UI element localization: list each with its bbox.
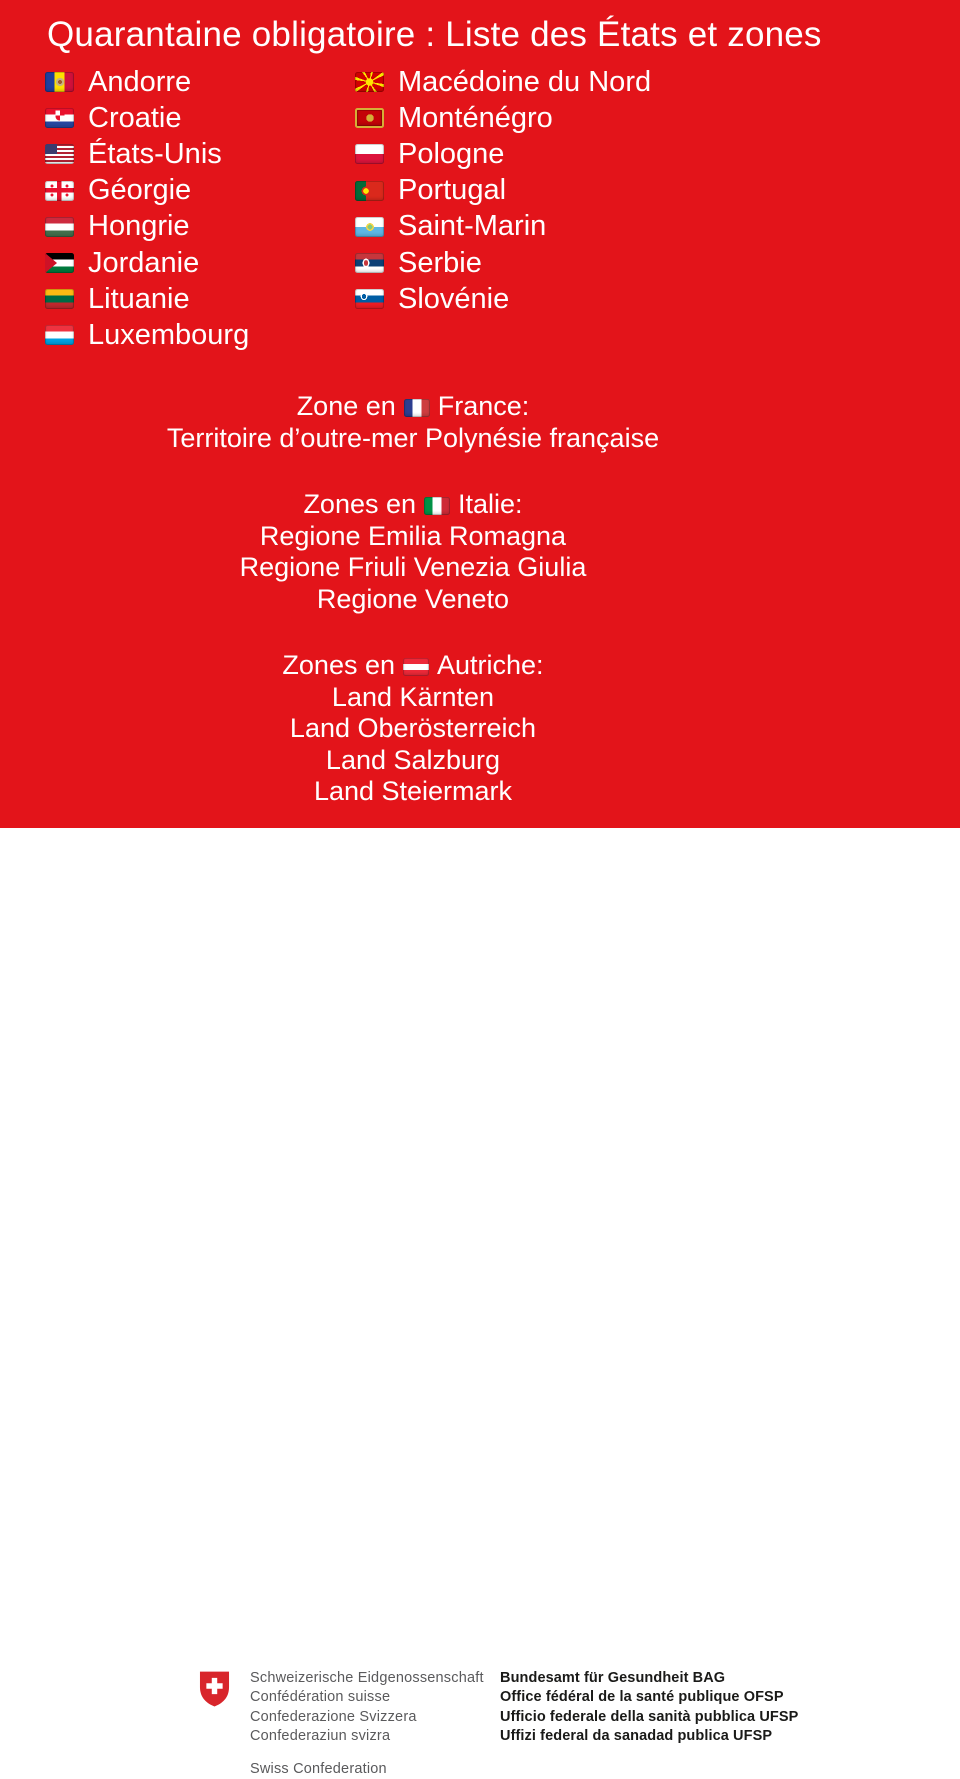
zone-area-line: Regione Veneto <box>316 583 510 614</box>
country-label: États-Unis <box>88 137 222 170</box>
zone-heading-country: Italie: <box>458 489 523 519</box>
swiss-confederation-label: Swiss Confederation <box>250 1760 387 1777</box>
country-label: Hongrie <box>88 210 190 243</box>
confederation-line-rm: Confederaziun svizra <box>250 1728 391 1745</box>
office-line-rm: Uffizi federal da sanadad publica UFSP <box>500 1728 773 1745</box>
country-label: Serbie <box>398 246 482 279</box>
country-row <box>355 173 651 209</box>
flag-north-macedonia-icon <box>355 72 384 92</box>
flag-austria-icon <box>403 658 429 676</box>
flag-hungary-icon <box>45 217 74 237</box>
flag-portugal-icon <box>355 181 384 201</box>
confederation-text <box>250 1669 484 1779</box>
zone-block <box>0 650 826 808</box>
country-row <box>45 317 249 353</box>
confederation-line-de: Schweizerische Eidgenossenschaft <box>250 1670 484 1686</box>
zones-block <box>0 391 826 843</box>
country-row <box>355 100 651 136</box>
flag-san-marino-icon <box>355 217 384 237</box>
zone-area-line: Regione Friuli Venezia Giulia <box>239 552 587 582</box>
country-row <box>355 209 651 245</box>
zone-heading-country: France: <box>437 391 530 421</box>
flag-croatia-icon <box>45 108 74 128</box>
swiss-coat-of-arms-icon <box>199 1670 230 1708</box>
office-line-it: Ufficio federale della sanità pubblica UFSP <box>500 1708 799 1725</box>
page-title: Quarantaine obligatoire : Liste des États et zones <box>47 15 822 54</box>
zone-heading-prefix: Zone en <box>296 391 396 421</box>
flag-serbia-icon <box>355 253 384 273</box>
flag-montenegro-icon <box>355 108 384 128</box>
zone-heading-prefix: Zones en <box>282 650 395 680</box>
zone-area-line: Territoire d’outre-mer Polynésie française <box>166 422 660 453</box>
zone-heading-country: Autriche: <box>437 650 544 680</box>
flag-usa-icon <box>45 144 74 164</box>
flag-andorra-icon <box>45 72 74 92</box>
footer <box>0 828 960 1777</box>
flag-france-icon <box>404 399 430 417</box>
zone-block <box>0 391 826 454</box>
country-label: Portugal <box>398 174 507 207</box>
zone-area-line: Regione Emilia Romagna <box>259 520 567 551</box>
zone-heading-prefix: Zones en <box>303 489 417 519</box>
country-row <box>355 245 651 281</box>
flag-lithuania-icon <box>45 289 74 309</box>
flag-poland-icon <box>355 144 384 164</box>
country-label: Jordanie <box>88 246 200 279</box>
country-row <box>355 281 651 317</box>
country-label: Macédoine du Nord <box>398 65 652 98</box>
country-row <box>45 209 249 245</box>
flag-georgia-icon <box>45 181 74 201</box>
country-row <box>45 245 249 281</box>
flag-slovenia-icon <box>355 289 384 309</box>
flag-italy-icon <box>424 497 450 515</box>
country-list-right <box>355 64 651 317</box>
country-row <box>355 136 651 172</box>
zone-heading <box>0 489 826 521</box>
flag-luxembourg-icon <box>45 325 74 345</box>
zone-heading <box>0 650 826 682</box>
office-line-fr: Office fédéral de la santé publique OFSP <box>500 1689 784 1706</box>
zone-area-line: Land Salzburg <box>325 744 501 775</box>
flag-jordan-icon <box>45 253 74 273</box>
zone-block <box>0 489 826 615</box>
confederation-line-fr: Confédération suisse <box>250 1689 391 1706</box>
zone-heading <box>0 391 826 423</box>
country-label: Pologne <box>398 137 505 170</box>
zone-area-line: Land Kärnten <box>331 681 495 712</box>
red-panel <box>0 0 960 828</box>
zone-area-line: Land Steiermark <box>313 776 513 806</box>
country-label: Géorgie <box>88 174 192 207</box>
office-text <box>500 1669 798 1747</box>
country-row <box>45 281 249 317</box>
country-label: Lituanie <box>88 282 190 315</box>
country-row <box>45 136 249 172</box>
zone-area-line: Land Oberösterreich <box>289 713 537 743</box>
country-label: Slovénie <box>398 282 510 315</box>
office-line-de: Bundesamt für Gesundheit BAG <box>500 1670 726 1686</box>
country-label: Croatie <box>88 101 182 134</box>
country-row <box>45 173 249 209</box>
country-label: Saint-Marin <box>398 210 547 243</box>
country-row <box>45 64 249 100</box>
country-row <box>45 100 249 136</box>
confederation-line-it: Confederazione Svizzera <box>250 1708 417 1725</box>
country-label: Monténégro <box>398 101 553 134</box>
country-label: Andorre <box>88 65 192 98</box>
country-row <box>355 64 651 100</box>
country-label: Luxembourg <box>88 318 250 351</box>
country-list-left <box>45 64 249 354</box>
